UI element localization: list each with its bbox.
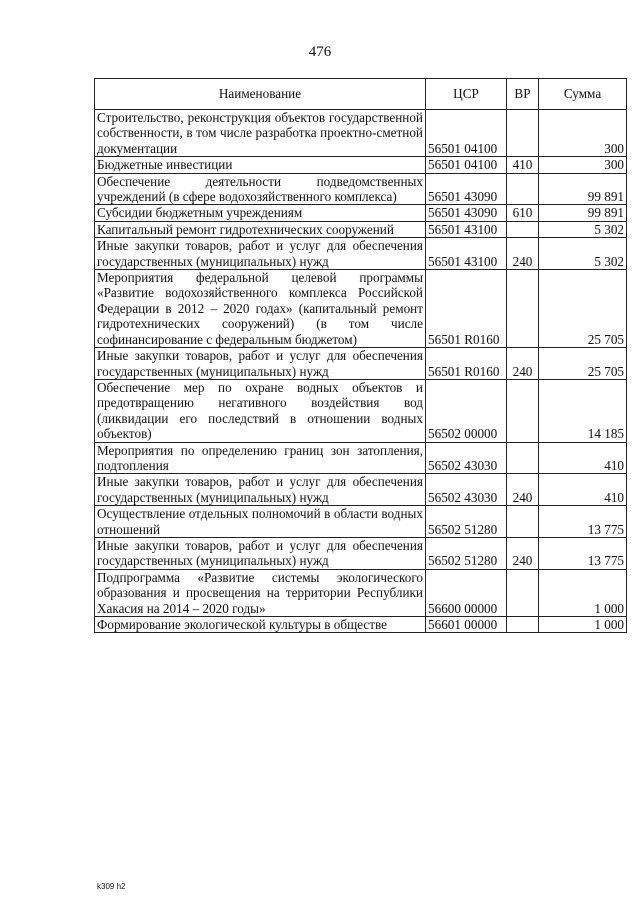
row-name-cell: Иные закупки товаров, работ и услуг для обеспечения государственных (муниципальных) нужд [95,238,426,270]
table-row [95,617,627,633]
table-row [95,506,627,538]
row-sum-cell: 25 705 [539,348,627,380]
row-vr-cell [507,221,539,237]
header-csr: ЦСР [426,79,507,110]
row-csr-cell: 56501 04100 [426,110,507,157]
header-name: Наименование [95,79,426,110]
row-name-cell: Иные закупки товаров, работ и услуг для обеспечения государственных (муниципальных) нужд [95,537,426,569]
row-vr-cell: 240 [507,238,539,270]
row-csr-cell: 56600 00000 [426,569,507,616]
table-row [95,173,627,205]
row-name-cell: Осуществление отдельных полномочий в области водных отношений [95,506,426,538]
table-row [95,537,627,569]
row-vr-cell [507,442,539,474]
table-row [95,474,627,506]
header-vr: ВР [507,79,539,110]
row-vr-cell [507,506,539,538]
row-csr-cell: 56502 00000 [426,379,507,442]
row-name-cell: Иные закупки товаров, работ и услуг для обеспечения государственных (муниципальных) нужд [95,348,426,380]
row-name-cell: Субсидии бюджетным учреждениям [95,205,426,221]
table-row [95,238,627,270]
row-sum-cell: 13 775 [539,537,627,569]
row-sum-cell: 1 000 [539,617,627,633]
row-sum-cell: 99 891 [539,173,627,205]
row-sum-cell: 410 [539,474,627,506]
row-sum-cell: 300 [539,110,627,157]
table-header-row [95,79,627,110]
table-row [95,569,627,616]
row-sum-cell: 13 775 [539,506,627,538]
row-vr-cell: 610 [507,205,539,221]
row-csr-cell: 56502 51280 [426,506,507,538]
table-row [95,270,627,348]
row-vr-cell [507,569,539,616]
header-sum: Сумма [539,79,627,110]
row-vr-cell: 240 [507,474,539,506]
row-name-cell: Иные закупки товаров, работ и услуг для обеспечения государственных (муниципальных) нужд [95,474,426,506]
row-name-cell: Обеспечение мер по охране водных объектов и предотвращению негативного воздействия вод (ликвидации его последствий в отношении водных объектов) [95,379,426,442]
row-name-cell: Бюджетные инвестиции [95,157,426,173]
row-vr-cell [507,270,539,348]
row-name-cell: Подпрограмма «Развитие системы экологического образования и просвещения на территории Республики Хакасия на 2014 – 2020 годы» [95,569,426,616]
table-row [95,205,627,221]
row-vr-cell: 410 [507,157,539,173]
budget-table [94,78,627,633]
row-sum-cell: 300 [539,157,627,173]
row-name-cell: Мероприятия по определению границ зон затопления, подтопления [95,442,426,474]
row-sum-cell: 14 185 [539,379,627,442]
row-csr-cell: 56501 R0160 [426,348,507,380]
table-row [95,348,627,380]
row-csr-cell: 56502 43030 [426,474,507,506]
row-sum-cell: 99 891 [539,205,627,221]
page-number: 476 [308,44,332,60]
row-name-cell: Обеспечение деятельности подведомственных учреждений (в сфере водохозяйственного комплекса) [95,173,426,205]
row-sum-cell: 5 302 [539,221,627,237]
footer-code: k309 h2 [97,882,126,891]
table-row [95,442,627,474]
row-vr-cell: 240 [507,348,539,380]
row-name-cell: Капитальный ремонт гидротехнических сооружений [95,221,426,237]
row-csr-cell: 56501 43100 [426,221,507,237]
row-csr-cell: 56501 43090 [426,173,507,205]
row-sum-cell: 5 302 [539,238,627,270]
table-body [95,110,627,633]
row-sum-cell: 410 [539,442,627,474]
row-vr-cell [507,110,539,157]
row-name-cell: Мероприятия федеральной целевой программы «Развитие водохозяйственного комплекса Российской Федерации в 2012 – 2020 годах» (капитальный ремонт гидротехнических сооружений) (в том числе софинансирование с федеральным бюджетом) [95,270,426,348]
row-csr-cell: 56501 43100 [426,238,507,270]
table-row [95,110,627,157]
table-row [95,379,627,442]
row-sum-cell: 1 000 [539,569,627,616]
row-sum-cell: 25 705 [539,270,627,348]
table-row [95,157,627,173]
row-csr-cell: 56501 43090 [426,205,507,221]
row-csr-cell: 56601 00000 [426,617,507,633]
table-row [95,221,627,237]
row-name-cell: Формирование экологической культуры в обществе [95,617,426,633]
row-csr-cell: 56501 R0160 [426,270,507,348]
row-vr-cell [507,173,539,205]
row-csr-cell: 56502 43030 [426,442,507,474]
row-vr-cell [507,617,539,633]
row-vr-cell [507,379,539,442]
row-name-cell: Строительство, реконструкция объектов государственной собственности, в том числе разработка проектно-сметной документации [95,110,426,157]
row-csr-cell: 56502 51280 [426,537,507,569]
row-csr-cell: 56501 04100 [426,157,507,173]
row-vr-cell: 240 [507,537,539,569]
